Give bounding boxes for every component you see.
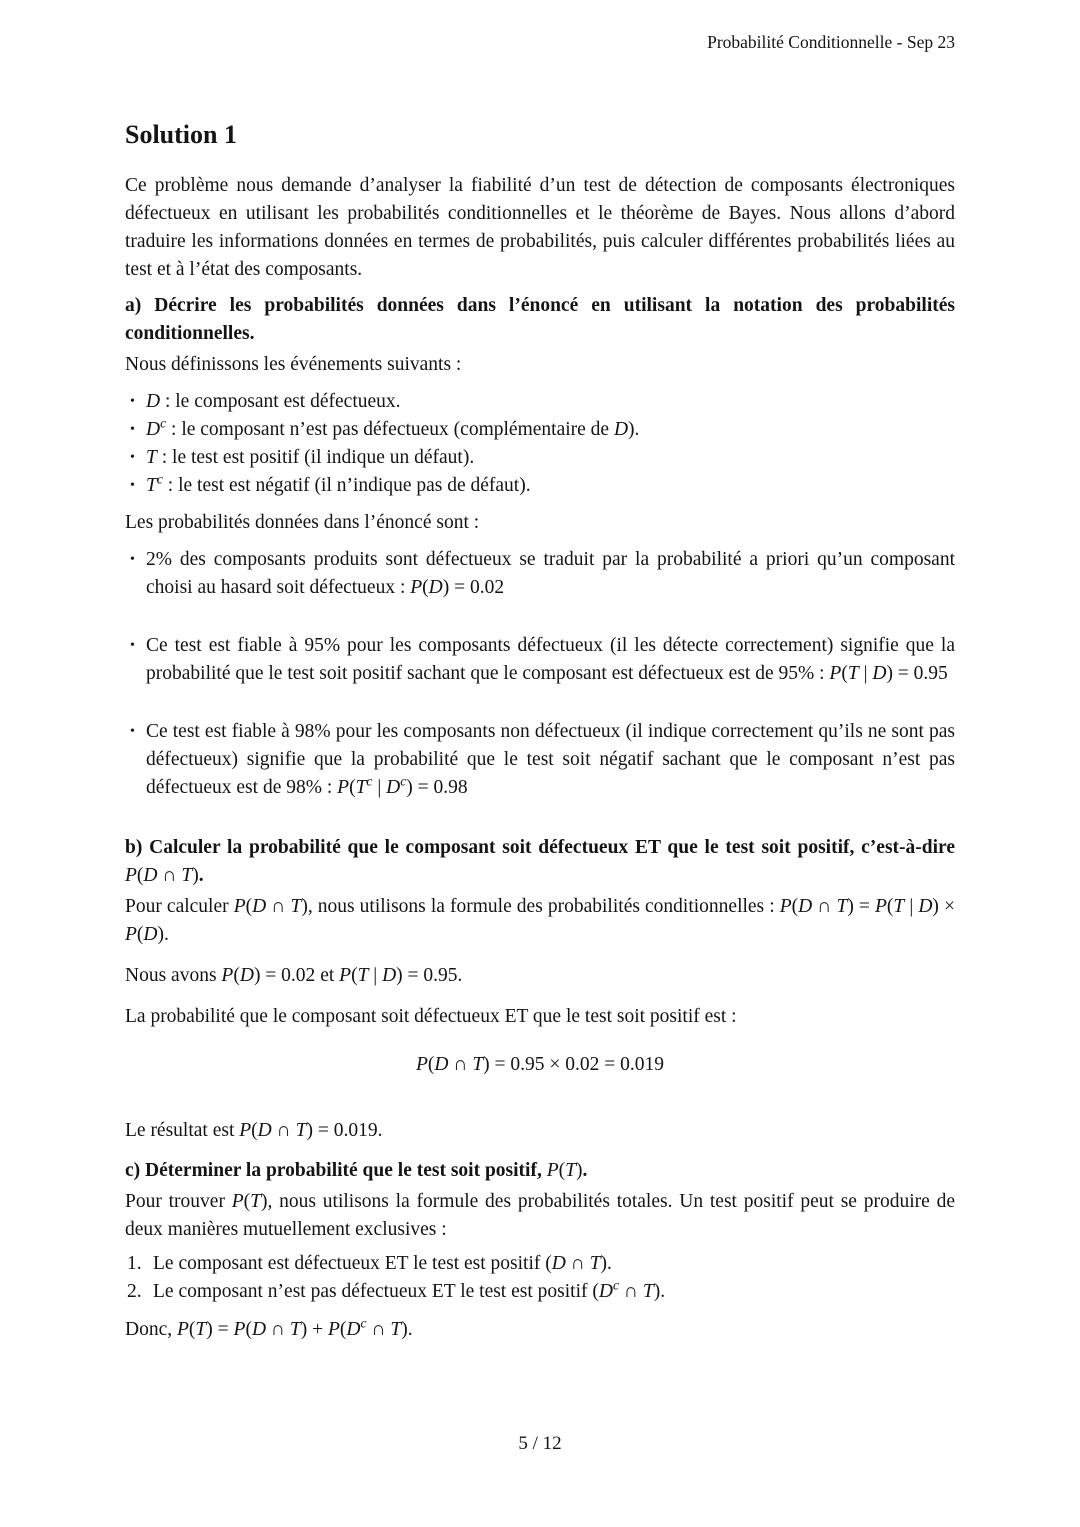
events-list bbox=[125, 388, 955, 500]
para-b-statement: La probabilité que le composant soit défectueux ET que le test soit positif est : bbox=[125, 1006, 737, 1027]
event-item: • $T^c$ : le test est négatif (il n’indique pas de défaut). bbox=[146, 472, 955, 500]
document-header bbox=[125, 0, 955, 54]
equation: P(D ∩ T) = 0.95 × 0.02 = 0.019 bbox=[415, 1054, 665, 1075]
case-item: Le composant n’est pas défectueux ET le test est positif ($D^c$ ∩ T). bbox=[153, 1277, 666, 1302]
event-item: • D : le composant est défectueux. bbox=[146, 388, 955, 416]
section-b-heading: b) Calculer la probabilité que le composant soit défectueux ET que le test soit positif, c’est-à-dire P(D ∩ T). bbox=[125, 837, 955, 886]
given-probabilities-intro: Les probabilités données dans l’énoncé sont : bbox=[125, 512, 480, 533]
given-probabilities-list bbox=[125, 546, 955, 802]
intro-paragraph: Ce problème nous demande d’analyser la fiabilité d’un test de détection de composants électroniques défectueux en utilisant les probabilités conditionnelles et le théorème de Bayes. Nous allons d’abord traduire les informations données en termes de probabilités, puis calculer différentes probabilités liées au test et à l’état des composants. bbox=[125, 175, 955, 280]
case-item: Le composant est défectueux ET le test est positif (D ∩ T). bbox=[153, 1253, 612, 1274]
given-item: • 2% des composants produits sont défectueux se traduit par la probabilité a priori qu’un composant choisi au hasard soit défectueux : P(D) = 0.02 bbox=[146, 546, 955, 602]
para-b-formula: Pour calculer P(D ∩ T), nous utilisons la formule des probabilités conditionnelles : P(D ∩ T) = P(T | D) × P(D). bbox=[125, 896, 955, 945]
event-item: • $D^c$ : le composant n’est pas défectueux (complémentaire de D). bbox=[146, 416, 955, 444]
section-c-heading: c) Déterminer la probabilité que le test soit positif, P(T). bbox=[125, 1160, 588, 1181]
given-item: • Ce test est fiable à 98% pour les composants non défectueux (il indique correctement qu’ils ne sont pas défectueux) signifie que la probabilité que le test soit négatif sachant que le composant n’est pas défectueux est de 98% : $P(T^c$ | $D^c) = 0.98$ bbox=[146, 718, 955, 802]
para-b-values: Nous avons P(D) = 0.02 et P(T | D) = 0.95. bbox=[125, 965, 463, 986]
header-text: Probabilité Conditionnelle - Sep 23 bbox=[707, 32, 955, 52]
cases-list bbox=[125, 1250, 955, 1306]
page-title: Solution 1 bbox=[125, 120, 237, 149]
section-a-heading: a) Décrire les probabilités données dans l’énoncé en utilisant la notation des probabilités conditionnelles. bbox=[125, 295, 955, 344]
page-number: 5 / 12 bbox=[518, 1433, 562, 1454]
para-c-intro: Pour trouver P(T), nous utilisons la formule des probabilités totales. Un test positif peut se produire de deux manières mutuellement exclusives : bbox=[125, 1191, 955, 1240]
para-c-conclusion: Donc, P(T) = P(D ∩ $T) + P(D^c$ ∩ T). bbox=[125, 1315, 413, 1340]
event-item: • T : le test est positif (il indique un défaut). bbox=[146, 444, 955, 472]
para-b-result: Le résultat est P(D ∩ T) = 0.019. bbox=[125, 1120, 383, 1141]
events-intro: Nous définissons les événements suivants : bbox=[125, 354, 462, 375]
given-item: • Ce test est fiable à 95% pour les composants défectueux (il les détecte correctement) signifie que la probabilité que le test soit positif sachant que le composant est défectueux est de 95% : P(T | D) = 0.95 bbox=[146, 632, 955, 688]
